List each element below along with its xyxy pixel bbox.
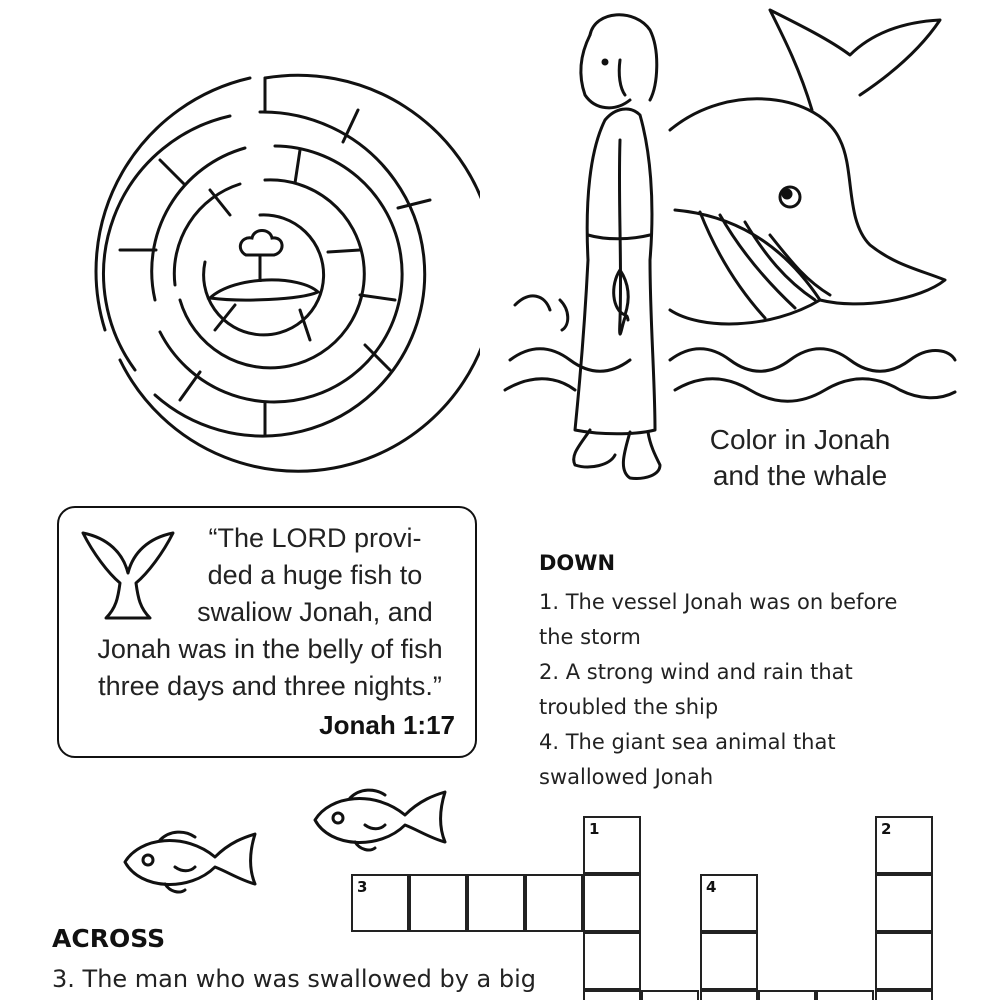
verse-line: ded a huge fish to xyxy=(207,560,423,590)
clue-line: 4. The giant sea animal that xyxy=(539,730,836,754)
verse-line: Jonah was in the belly of fish xyxy=(97,634,443,664)
clue-line: 2. A strong wind and rain that xyxy=(539,660,853,684)
crossword-cell[interactable] xyxy=(700,874,758,932)
crossword-cell[interactable] xyxy=(467,874,525,932)
crossword-cell[interactable] xyxy=(875,932,933,990)
crossword-cell[interactable] xyxy=(409,874,467,932)
verse-line: “The LORD provi- xyxy=(208,523,422,553)
verse-reference: Jonah 1:17 xyxy=(319,710,455,740)
crossword-cell[interactable] xyxy=(875,990,933,1000)
verse-text xyxy=(80,520,460,705)
maze-puzzle xyxy=(60,0,480,490)
verse-line: three days and three nights.” xyxy=(98,671,442,701)
coloring-drawing xyxy=(500,0,960,490)
maze-drawing xyxy=(60,0,480,490)
down-title: DOWN xyxy=(539,551,616,575)
cell-number: 1 xyxy=(589,820,600,838)
clue-line: swallowed Jonah xyxy=(539,765,714,789)
down-clues xyxy=(539,551,959,795)
jonah-whale-illustration xyxy=(500,0,960,490)
crossword-cell[interactable] xyxy=(525,874,583,932)
crossword-cell[interactable] xyxy=(758,990,816,1000)
crossword-cell[interactable] xyxy=(816,990,874,1000)
fish-icon xyxy=(120,822,260,902)
fish-icon xyxy=(310,780,450,860)
cell-number: 3 xyxy=(357,878,368,896)
clue-line: the storm xyxy=(539,625,641,649)
clue-line: 1. The vessel Jonah was on before xyxy=(539,590,898,614)
crossword-cell[interactable] xyxy=(351,874,409,932)
crossword-cell[interactable] xyxy=(700,932,758,990)
across-clue: 3. The man who was swallowed by a big xyxy=(52,965,536,993)
caption-line-2: and the whale xyxy=(712,460,888,491)
crossword-cell[interactable] xyxy=(875,874,933,932)
crossword-cell[interactable] xyxy=(875,816,933,874)
island-icon xyxy=(210,231,318,301)
crossword-cell[interactable] xyxy=(583,874,641,932)
caption-line-1: Color in Jonah xyxy=(709,424,891,455)
cell-number: 4 xyxy=(706,878,717,896)
crossword-cell[interactable] xyxy=(641,990,699,1000)
clue-line: troubled the ship xyxy=(539,695,719,719)
cell-number: 2 xyxy=(881,820,892,838)
coloring-caption xyxy=(690,422,910,494)
across-title: ACROSS xyxy=(52,924,166,953)
crossword-cell[interactable] xyxy=(583,932,641,990)
crossword-cell[interactable] xyxy=(583,816,641,874)
crossword-cell[interactable] xyxy=(583,990,641,1000)
crossword-cell[interactable] xyxy=(700,990,758,1000)
verse-line: swaliow Jonah, and xyxy=(197,597,433,627)
